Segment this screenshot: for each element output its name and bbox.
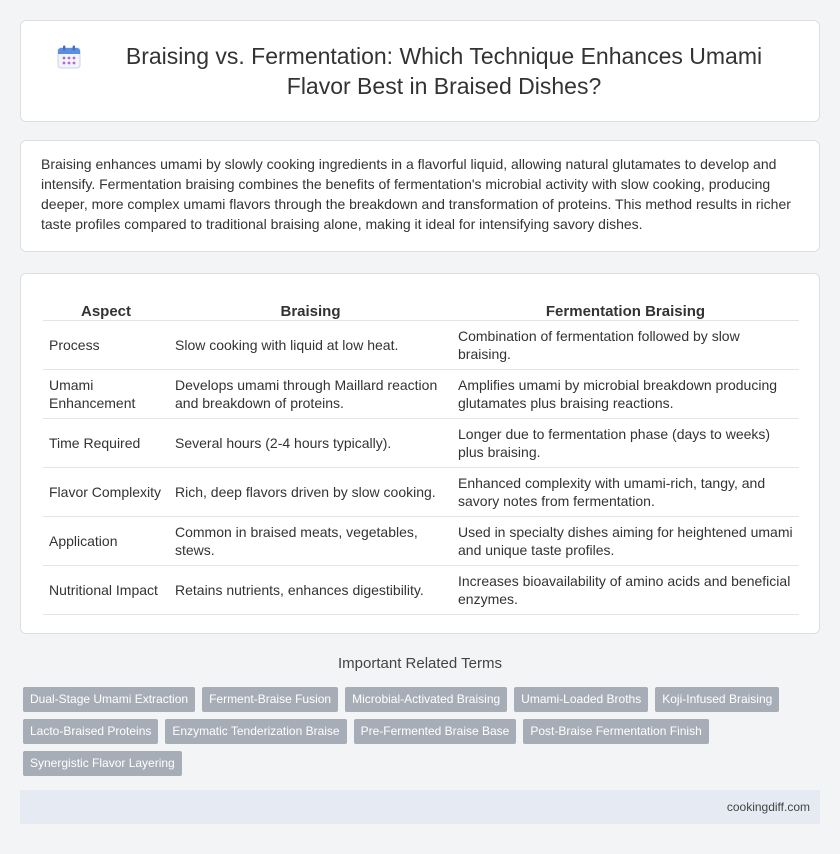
table-cell-braising: Develops umami through Maillard reaction and breakdown of proteins. — [169, 370, 452, 419]
table-cell-aspect: Nutritional Impact — [43, 566, 169, 615]
table-cell-fermentation: Used in specialty dishes aiming for heightened umami and unique taste profiles. — [452, 517, 799, 566]
table-cell-fermentation: Enhanced complexity with umami-rich, tangy, and savory notes from fermentation. — [452, 468, 799, 517]
footer — [20, 790, 820, 824]
tag-dual-stage-umami-extraction[interactable]: Dual-Stage Umami Extraction — [23, 687, 195, 712]
table-row — [43, 321, 799, 370]
summary-card — [20, 140, 820, 252]
related-terms-list — [23, 687, 813, 783]
comparison-card — [20, 273, 820, 634]
table-row — [43, 419, 799, 468]
tag-lacto-braised-proteins[interactable]: Lacto-Braised Proteins — [23, 719, 158, 744]
tag-pre-fermented-braise-base[interactable]: Pre-Fermented Braise Base — [354, 719, 517, 744]
table-cell-braising: Several hours (2-4 hours typically). — [169, 419, 452, 468]
title-wrap — [40, 41, 800, 101]
tag-synergistic-flavor-layering[interactable]: Synergistic Flavor Layering — [23, 751, 182, 776]
table-row — [43, 517, 799, 566]
table-row — [43, 566, 799, 615]
table-cell-fermentation: Longer due to fermentation phase (days to weeks) plus braising. — [452, 419, 799, 468]
tag-koji-infused-braising[interactable]: Koji-Infused Braising — [655, 687, 779, 712]
table-cell-fermentation: Amplifies umami by microbial breakdown producing glutamates plus braising reactions. — [452, 370, 799, 419]
table-cell-aspect: Flavor Complexity — [43, 468, 169, 517]
related-terms-heading: Important Related Terms — [338, 655, 502, 672]
table-cell-aspect: Umami Enhancement — [43, 370, 169, 419]
table-row — [43, 370, 799, 419]
table-cell-braising: Retains nutrients, enhances digestibility. — [169, 566, 452, 615]
page-title: Braising vs. Fermentation: Which Technique Enhances Umami Flavor Best in Braised Dishes? — [125, 43, 763, 99]
comparison-table — [43, 294, 799, 615]
table-cell-braising: Common in braised meats, vegetables, stews. — [169, 517, 452, 566]
summary-text: Braising enhances umami by slowly cooking ingredients in a flavorful liquid, allowing natural glutamates to develop and intensify. Fermentation braising combines the benefits of fermentation's microbial activity with slow cooking, producing deeper, more complex umami flavors through the breakdown and transformation of proteins. This method results in richer taste profiles compared to traditional braising alone, making it ideal for intensifying savory dishes. — [41, 156, 791, 232]
table-cell-braising: Slow cooking with liquid at low heat. — [169, 321, 452, 370]
title-card — [20, 20, 820, 122]
table-cell-aspect: Application — [43, 517, 169, 566]
column-header-fermentation: Fermentation Braising — [452, 294, 799, 321]
tag-umami-loaded-broths[interactable]: Umami-Loaded Broths — [514, 687, 648, 712]
tag-post-braise-fermentation-finish[interactable]: Post-Braise Fermentation Finish — [523, 719, 708, 744]
tag-enzymatic-tenderization-braise[interactable]: Enzymatic Tenderization Braise — [165, 719, 346, 744]
table-cell-fermentation: Combination of fermentation followed by slow braising. — [452, 321, 799, 370]
footer-site-link[interactable]: cookingdiff.com — [726, 800, 810, 814]
tag-ferment-braise-fusion[interactable]: Ferment-Braise Fusion — [202, 687, 338, 712]
table-row — [43, 468, 799, 517]
table-cell-fermentation: Increases bioavailability of amino acids and beneficial enzymes. — [452, 566, 799, 615]
column-header-aspect: Aspect — [43, 294, 169, 321]
table-cell-braising: Rich, deep flavors driven by slow cooking. — [169, 468, 452, 517]
table-header-row — [43, 294, 799, 321]
tag-microbial-activated-braising[interactable]: Microbial-Activated Braising — [345, 687, 507, 712]
calendar-icon — [56, 44, 82, 70]
table-cell-aspect: Time Required — [43, 419, 169, 468]
table-cell-aspect: Process — [43, 321, 169, 370]
column-header-braising: Braising — [169, 294, 452, 321]
